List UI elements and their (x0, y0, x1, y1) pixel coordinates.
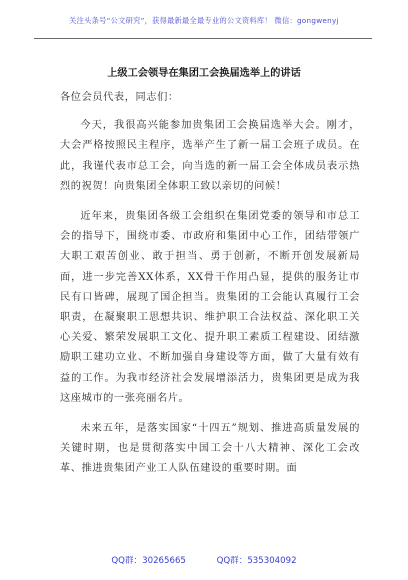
paragraph-2: 近年来，贵集团各级工会组织在集团党委的领导和市总工会的指导下，围绕市委、市政府和集团中心工作，团结带领广大职工艰苦创业、敢于担当、勇于创新，不断开创发展新局面，进一步完善XX体系，XX骨干作用凸显，提供的服务让市民有口皆碑，展现了国企担当。贵集团的工会能认真履行工会职责，在凝聚职工思想共识、维护职工合法权益、深化职工关心关爱、繁荣发展职工文化、提升职工素质工程建设、团结激励职工建功立业、不断加强自身建设等方面，做了大量有效有益的工作。为我市经济社会发展增添活力，贵集团更是成为我这座城市的一张亮丽名片。 (60, 211, 360, 404)
paragraph-3: 未来五年，是落实国家“十四五”规划、推进高质量发展的关键时期，也是贯彻落实中国工会十八大精神、深化工会改革、推进贵集团产业工人队伍建设的重要时期。面 (60, 423, 360, 475)
footer-qq-group-1: QQ群：30265665 (111, 556, 186, 566)
header-banner: 关注头条号“公文研究”，获得最新最全最专业的公文资料库！ 微信：gongwenyj (69, 16, 339, 25)
salutation: 各位会员代表，同志们： (60, 92, 179, 103)
footer-qq-group-2: QQ群：535304092 (216, 556, 297, 566)
paragraph-1: 今天，我很高兴能参加贵集团工会换届选举大会。刚才，大会严格按照民主程序，选举产生了新一届工会班子成员。在此，我谨代表市总工会，向当选的新一届工会全体成员表示热烈的祝贺！向贵集团全体职工致以亲切的问候！ (60, 120, 360, 192)
document-body (60, 88, 360, 490)
document-title: 上级工会领导在集团工会换届选举上的讲话 (107, 68, 301, 79)
footer (20, 554, 388, 566)
header-divider (34, 38, 372, 39)
